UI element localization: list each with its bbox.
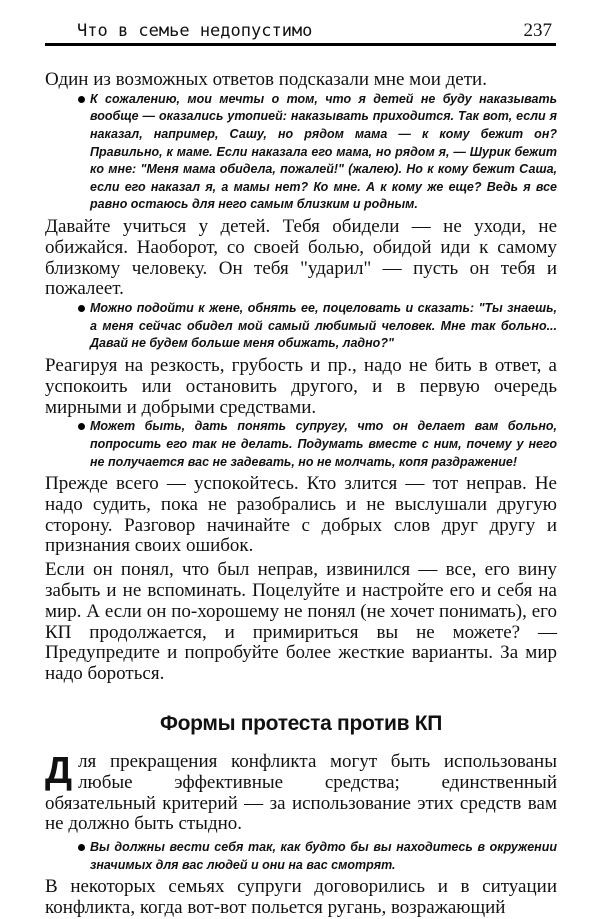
example-note: [90, 300, 557, 353]
paragraph: В некоторых семьях супруги договорились и в ситуации конфликта, когда вот-вот польется ругань, возражающий: [45, 876, 557, 919]
example-note: [90, 418, 557, 471]
paragraph: Если он понял, что был неправ, извинился — все, его вину забыть и не вспоминать. Поцелуйте и настройте его и себя на мир. А если он по-хорошему не понял (не хочет понимать), его КП продолжается, и примириться вы не можете? — Предупредите и попробуйте более жесткие варианты. За мир надо бороться.: [45, 559, 557, 685]
bullet-icon: [78, 844, 85, 851]
section-heading: Формы протеста против КП: [159, 712, 443, 736]
bullet-icon: [78, 423, 85, 430]
example-note: [90, 91, 557, 214]
running-header: [45, 20, 556, 44]
note-text: Вы должны вести себя так, как будто бы вы находитесь в окружении значимых для вас людей и они на вас смотрят.: [90, 840, 557, 872]
page-body: [45, 70, 557, 919]
note-text: Может быть, дать понять супругу, что он делает вам больно, попросить его так не делать. Подумать вместе с ним, почему у него не получается вас не задевать, но не молчать, копя раздражение!: [90, 419, 557, 469]
paragraph: Реагируя на резкость, грубость и пр., надо не бить в ответ, а успокоить или остановить другого, и в первую очередь мирными и добрыми средствами.: [45, 354, 557, 418]
running-title: Что в семье недопустимо: [77, 21, 313, 41]
example-note: [90, 839, 557, 874]
paragraph: Один из возможных ответов подсказали мне мои дети.: [45, 69, 487, 90]
page-number: 237: [523, 20, 552, 41]
bullet-icon: [78, 96, 85, 103]
note-text: Можно подойти к жене, обнять ее, поцеловать и сказать: "Ты знаешь, а меня сейчас обидел мой самый любимый человек. Мне так больно... Давай не будем больше меня обижать, ладно?": [90, 301, 557, 351]
paragraph-with-dropcap: [45, 752, 557, 835]
paragraph-text: ля прекращения конфликта могут быть использованы любые эффективные средства; единственный обязательный критерий — за использование этих средств вам не должно быть стыдно.: [45, 751, 557, 835]
header-rule: [45, 43, 556, 46]
paragraph: Прежде всего — успокойтесь. Кто злится — тот неправ. Не надо судить, пока не разобрались и не выслушали другую сторону. Разговор начинайте с добрых слов друг другу и признания своих ошибок.: [45, 473, 557, 557]
note-text: К сожалению, мои мечты о том, что я детей не буду наказывать вообще — оказались утопией: наказывать приходится. Так вот, если я наказал, например, Сашу, но рядом мама — к кому бежит он? Правильно, к маме. Если наказала его мама, но рядом я, — Шурик бежит ко мне: "Меня мама обидела, пожалей!" (жалею). Но к кому бежит Саша, если его наказал я, а мамы нет? Ко мне. А к кому же еще? Ведь я все равно остаюсь для него самым близким и родным.: [90, 91, 557, 212]
paragraph: Давайте учиться у детей. Тебя обидели — не уходи, не обижайся. Наоборот, со своей болью, обидой иди к самому близкому человеку. Он тебя "ударил" — пусть он тебя и пожалеет.: [45, 215, 557, 300]
bullet-icon: [78, 305, 85, 312]
drop-cap: Д: [45, 750, 73, 793]
